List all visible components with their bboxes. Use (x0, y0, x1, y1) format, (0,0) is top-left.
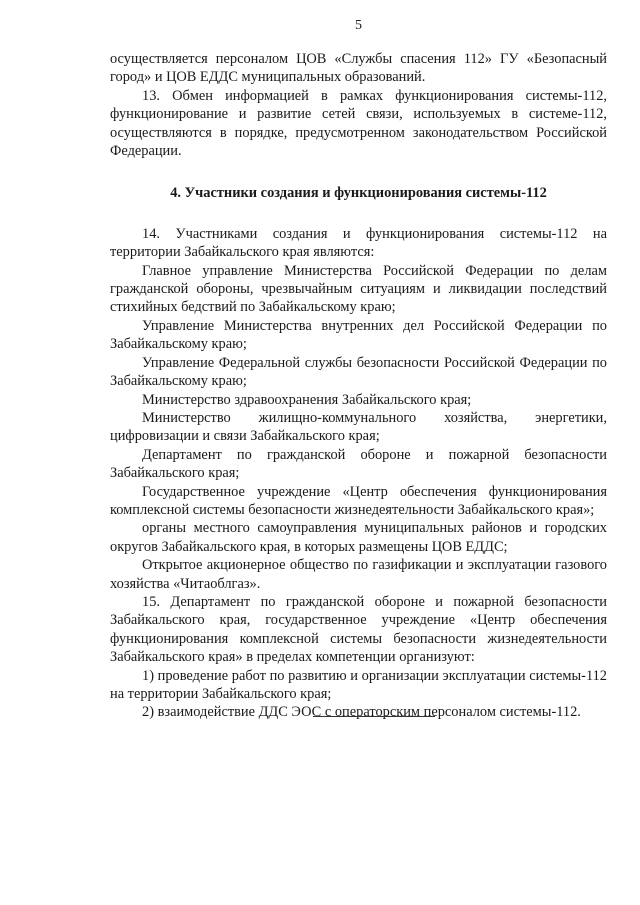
paragraph-continuation: осуществляется персоналом ЦОВ «Службы спасения 112» ГУ «Безопасный город» и ЦОВ ЕДДС муниципальных образований. (110, 51, 607, 86)
list-item-participant: Главное управление Министерства Российской Федерации по делам гражданской обороны, чрезвычайным ситуациям и ликвидации последствий стихийных бедствий по Забайкальскому краю; (110, 262, 607, 316)
list-item-participant: Министерство жилищно-коммунального хозяйства, энергетики, цифровизации и связи Забайкальского края; (110, 409, 607, 445)
list-item-participant: Управление Министерства внутренних дел Российской Федерации по Забайкальскому краю; (110, 317, 607, 353)
list-item-task: 1) проведение работ по развитию и организации эксплуатации системы-112 на территории Забайкальского края; (110, 667, 607, 702)
list-item-participant: Управление Федеральной службы безопасности Российской Федерации по Забайкальскому краю; (110, 354, 607, 390)
list-item-participant: Департамент по гражданской обороне и пожарной безопасности Забайкальского края; (110, 446, 607, 482)
end-divider (313, 716, 435, 717)
section-title: 4. Участники создания и функционирования системы-112 (170, 185, 547, 202)
paragraph-13: 13. Обмен информацией в рамках функционирования системы-112, функционирование и развитие сетей связи, используемых в системе-112, осуществляются в порядке, предусмотренном законодательством Российской Федерации. (110, 87, 607, 160)
list-item-participant: Министерство здравоохранения Забайкальского края; (142, 391, 472, 408)
list-item-task: 2) взаимодействие ДДС ЭОС с операторским персоналом системы-112. (142, 704, 581, 721)
paragraph-15: 15. Департамент по гражданской обороне и пожарной безопасности Забайкальского края, государственное учреждение «Центр обеспечения функционирования комплексной системы безопасности жизнедеятельности Забайкальского края» в пределах компетенции организуют: (110, 593, 607, 666)
document-page (110, 0, 607, 905)
page-number: 5 (355, 18, 362, 33)
list-item-participant: Открытое акционерное общество по газификации и эксплуатации газового хозяйства «Читаоблгаз». (110, 557, 607, 592)
paragraph-14: 14. Участниками создания и функционирования системы-112 на территории Забайкальского края являются: (110, 225, 607, 261)
document-body (110, 50, 607, 722)
list-item-participant: Государственное учреждение «Центр обеспечения функционирования комплексной системы безопасности жизнедеятельности Забайкальского края»; (110, 483, 607, 518)
list-item-participant: органы местного самоуправления муниципальных районов и городских округов Забайкальского края, в которых размещены ЦОВ ЕДДС; (110, 520, 607, 555)
